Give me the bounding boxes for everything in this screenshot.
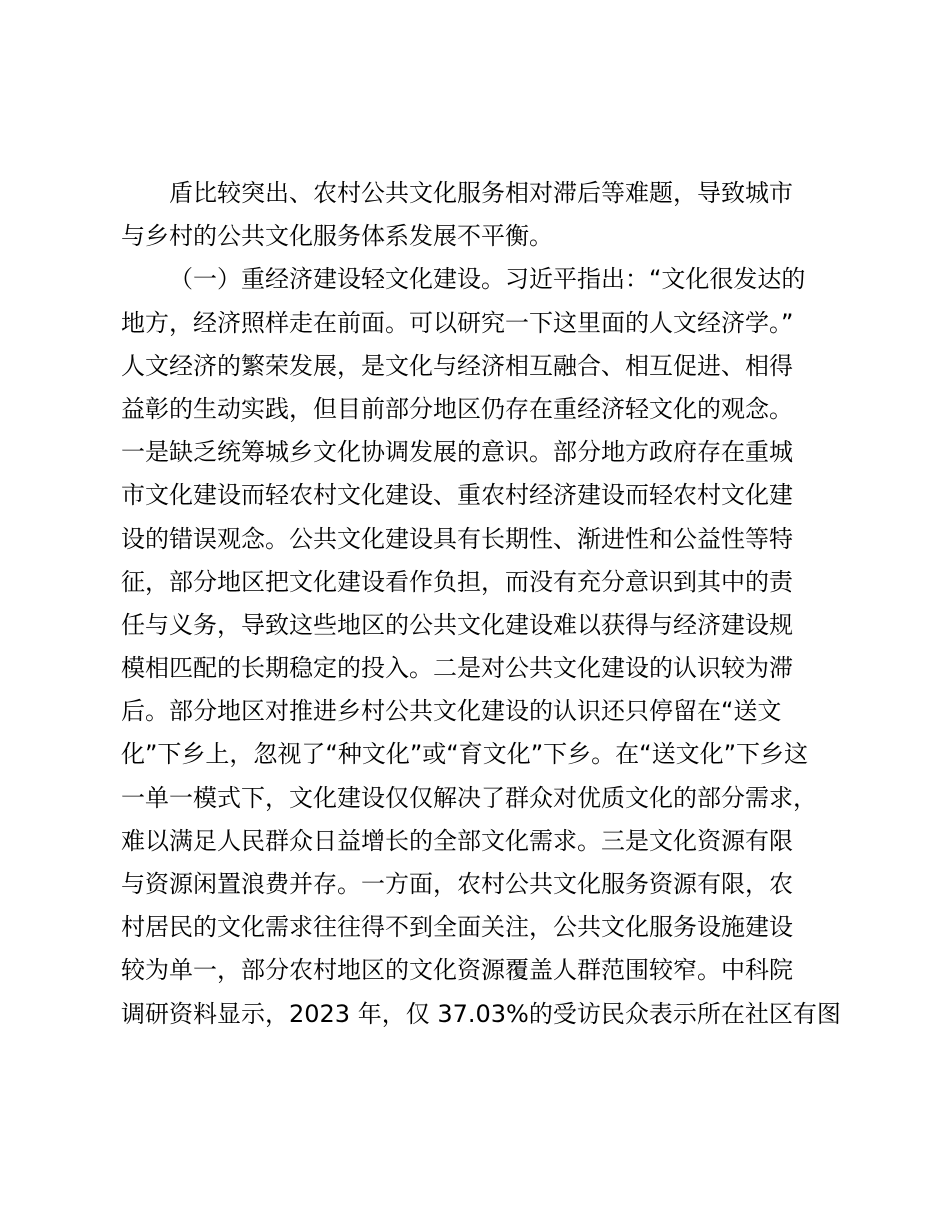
body-text [121,172,841,1036]
text-line: 盾比较突出、农村公共文化服务相对滞后等难题，导致城市 [169,179,793,207]
text-line: 调研资料显示，2023 年，仅 37.03%的受访民众表示所在社区有图 [121,999,841,1028]
text-line: 村居民的文化需求往往得不到全面关注，公共文化服务设施建设 [121,913,793,942]
text-line: 征，部分地区把文化建设看作负担，而没有充分意识到其中的责 [121,567,793,596]
text-line: 一单一模式下，文化建设仅仅解决了群众对优质文化的部分需求， [121,783,817,812]
text-line: 一是缺乏统筹城乡文化协调发展的意识。部分地方政府存在重城 [121,438,793,467]
text-line: 与资源闲置浪费并存。一方面，农村公共文化服务资源有限，农 [121,870,793,898]
text-line: 益彰的生动实践，但目前部分地区仍存在重经济轻文化的观念。 [121,394,793,423]
text-line: 较为单一，部分农村地区的文化资源覆盖人群范围较窄。中科院 [121,956,793,985]
text-line: 市文化建设而轻农村文化建设、重农村经济建设而轻农村文化建 [121,481,793,510]
text-line: 人文经济的繁荣发展，是文化与经济相互融合、相互促进、相得 [121,351,793,380]
text-line: 难以满足人民群众日益增长的全部文化需求。三是文化资源有限 [121,826,793,855]
text-line: 与乡村的公共文化服务体系发展不平衡。 [121,222,553,251]
text-line: 地方，经济照样走在前面。可以研究一下这里面的人文经济学。” [121,308,794,337]
section-heading-line: （一）重经济建设轻文化建设。习近平指出：“文化很发达的 [169,265,806,294]
text-line: 化”下乡上，忽视了“种文化”或“育文化”下乡。在“送文化”下乡这 [121,740,809,769]
text-line: 后。部分地区对推进乡村公共文化建设的认识还只停留在“送文 [121,697,782,726]
text-line: 任与义务，导致这些地区的公共文化建设难以获得与经济建设规 [121,610,793,639]
text-line: 设的错误观念。公共文化建设具有长期性、渐进性和公益性等特 [121,524,793,553]
text-line: 模相匹配的长期稳定的投入。二是对公共文化建设的认识较为滞 [121,654,793,683]
